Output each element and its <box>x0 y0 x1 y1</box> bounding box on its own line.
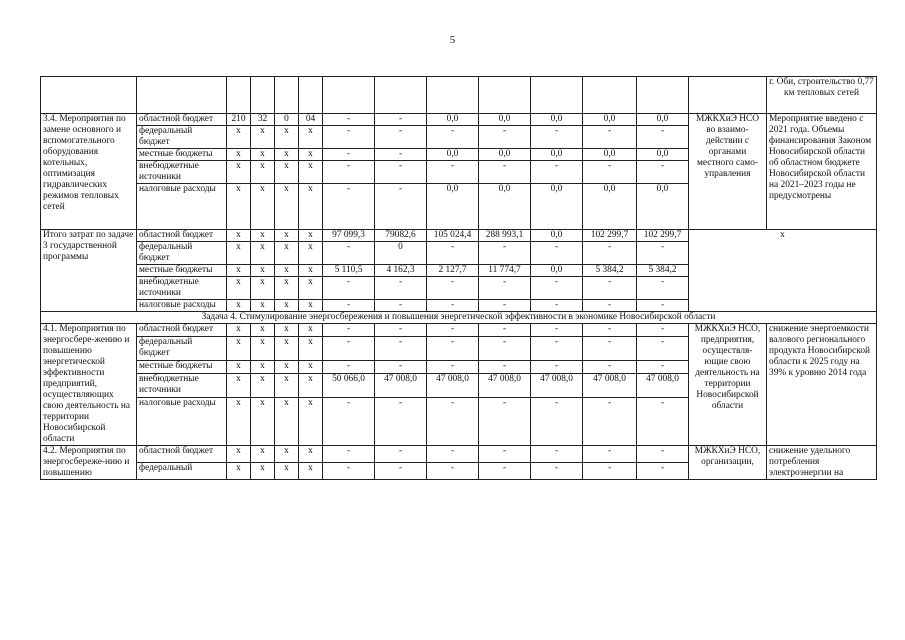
value-cell: 47 008,0 <box>427 373 479 397</box>
value-cell: 0,0 <box>479 149 531 161</box>
funding-source: внебюджетные источники <box>137 161 227 184</box>
value-cell: - <box>531 242 583 265</box>
code-cell: 04 <box>299 114 323 126</box>
budget-table <box>40 76 877 480</box>
value-cell: - <box>531 300 583 312</box>
value-cell: - <box>583 126 637 149</box>
value-cell: 102 299,7 <box>583 230 637 242</box>
value-cell: 47 008,0 <box>637 373 689 397</box>
value-cell: 0,0 <box>427 114 479 126</box>
value-cell: - <box>323 161 375 184</box>
table-row <box>41 324 877 337</box>
value-cell: - <box>323 300 375 312</box>
executor: МЖКХиЭ НСО во взаимо-действии с органами местного само-управления <box>689 114 767 230</box>
code-cell: x <box>251 398 275 446</box>
code-cell: x <box>275 242 299 265</box>
code-cell: 0 <box>275 114 299 126</box>
value-cell: - <box>427 161 479 184</box>
code-cell: x <box>227 446 251 463</box>
value-cell: - <box>479 126 531 149</box>
value-cell: - <box>375 184 427 230</box>
code-cell: x <box>227 300 251 312</box>
code-cell: x <box>299 398 323 446</box>
value-cell: - <box>479 446 531 463</box>
value-cell: 4 162,3 <box>375 265 427 277</box>
value-cell: - <box>323 242 375 265</box>
code-cell: x <box>251 277 275 300</box>
code-cell: x <box>275 265 299 277</box>
code-cell: x <box>251 149 275 161</box>
table-row <box>41 230 877 242</box>
event-name: 3.4. Мероприятия по замене основного и вспомогательного оборудования котельных, оптимизация гидравлических режимов тепловых сетей <box>41 114 137 230</box>
code-cell: x <box>227 265 251 277</box>
value-cell: 50 066,0 <box>323 373 375 397</box>
value-cell: - <box>375 463 427 480</box>
value-cell: 0 <box>375 242 427 265</box>
table-row <box>41 446 877 463</box>
code-cell: x <box>227 277 251 300</box>
code-cell: x <box>299 446 323 463</box>
value-cell: - <box>583 161 637 184</box>
value-cell: - <box>375 277 427 300</box>
value-cell: 0,0 <box>531 114 583 126</box>
code-cell: x <box>227 230 251 242</box>
value-cell: - <box>637 360 689 373</box>
page-number: 5 <box>449 34 456 46</box>
funding-source: федеральный бюджет <box>137 242 227 265</box>
value-cell: - <box>479 242 531 265</box>
code-cell: x <box>299 336 323 360</box>
funding-source: налоговые расходы <box>137 300 227 312</box>
value-cell: - <box>637 463 689 480</box>
value-cell: - <box>427 242 479 265</box>
value-cell: - <box>531 398 583 446</box>
code-cell: x <box>299 149 323 161</box>
value-cell: - <box>427 324 479 337</box>
code-cell: x <box>275 230 299 242</box>
value-cell: 0,0 <box>479 184 531 230</box>
funding-source: налоговые расходы <box>137 398 227 446</box>
value-cell: - <box>375 336 427 360</box>
value-cell: 0,0 <box>531 265 583 277</box>
value-cell: - <box>479 300 531 312</box>
value-cell: 0,0 <box>531 184 583 230</box>
code-cell: x <box>251 161 275 184</box>
value-cell: - <box>375 149 427 161</box>
value-cell: - <box>637 300 689 312</box>
value-cell: 0,0 <box>637 184 689 230</box>
value-cell: - <box>427 300 479 312</box>
code-cell: x <box>275 149 299 161</box>
code-cell: x <box>251 373 275 397</box>
code-cell: x <box>299 277 323 300</box>
value-cell: - <box>479 463 531 480</box>
value-cell: - <box>583 242 637 265</box>
value-cell: - <box>637 324 689 337</box>
code-cell: x <box>251 230 275 242</box>
value-cell: - <box>323 446 375 463</box>
value-cell: - <box>583 360 637 373</box>
value-cell: - <box>583 300 637 312</box>
value-cell: - <box>531 336 583 360</box>
value-cell: - <box>479 360 531 373</box>
value-cell: - <box>375 300 427 312</box>
value-cell: - <box>479 277 531 300</box>
value-cell: 102 299,7 <box>637 230 689 242</box>
value-cell: - <box>323 398 375 446</box>
code-cell: x <box>251 265 275 277</box>
code-cell: x <box>299 373 323 397</box>
value-cell: - <box>427 126 479 149</box>
code-cell: x <box>227 184 251 230</box>
code-cell: x <box>275 161 299 184</box>
value-cell: - <box>531 277 583 300</box>
value-cell: - <box>531 446 583 463</box>
value-cell: - <box>427 277 479 300</box>
value-cell: - <box>479 161 531 184</box>
funding-source: внебюджетные источники <box>137 373 227 397</box>
funding-source: федеральный <box>137 463 227 480</box>
code-cell: x <box>251 446 275 463</box>
funding-source: федеральный бюджет <box>137 126 227 149</box>
value-cell: - <box>531 126 583 149</box>
code-cell: x <box>299 463 323 480</box>
value-cell: - <box>323 277 375 300</box>
code-cell: x <box>275 324 299 337</box>
code-cell: x <box>251 242 275 265</box>
value-cell: - <box>427 336 479 360</box>
value-cell: - <box>637 446 689 463</box>
value-cell: 0,0 <box>637 114 689 126</box>
task4-title: Задача 4. Стимулирование энергосбережения и повышения энергетической эффективности в экономике Новосибирской области <box>41 312 877 324</box>
code-cell: x <box>275 360 299 373</box>
code-cell: x <box>299 184 323 230</box>
code-cell: x <box>275 463 299 480</box>
code-cell: x <box>275 373 299 397</box>
value-cell: - <box>583 324 637 337</box>
continuation-note: г. Оби, строительство 0,77 км тепловых сетей <box>767 77 877 114</box>
value-cell: 5 384,2 <box>583 265 637 277</box>
event-name: 4.2. Мероприятия по энергосбереже-нию и повышению <box>41 446 137 480</box>
code-cell: x <box>251 360 275 373</box>
value-cell: 47 008,0 <box>479 373 531 397</box>
value-cell: 47 008,0 <box>531 373 583 397</box>
value-cell: 47 008,0 <box>375 373 427 397</box>
value-cell: - <box>479 324 531 337</box>
code-cell: x <box>227 149 251 161</box>
code-cell: x <box>275 300 299 312</box>
value-cell: 288 993,1 <box>479 230 531 242</box>
value-cell: - <box>637 161 689 184</box>
value-cell: - <box>637 126 689 149</box>
code-cell: x <box>251 336 275 360</box>
code-cell: x <box>227 373 251 397</box>
value-cell: - <box>323 324 375 337</box>
value-cell: - <box>375 360 427 373</box>
funding-source: областной бюджет <box>137 114 227 126</box>
value-cell: - <box>375 161 427 184</box>
funding-source: местные бюджеты <box>137 265 227 277</box>
continuation-row <box>41 77 877 114</box>
executor-note: x <box>689 230 877 312</box>
code-cell: x <box>251 126 275 149</box>
executor: МЖКХиЭ НСО, предприятия, осуществля-ющие свою деятельность на территории Новосибирской области <box>689 324 767 446</box>
value-cell: - <box>375 324 427 337</box>
note: снижение удельного потребления электроэнергии на <box>767 446 877 480</box>
code-cell: x <box>275 277 299 300</box>
value-cell: 79082,6 <box>375 230 427 242</box>
value-cell: 0,0 <box>479 114 531 126</box>
value-cell: - <box>427 446 479 463</box>
value-cell: - <box>531 360 583 373</box>
value-cell: 0,0 <box>583 184 637 230</box>
value-cell: - <box>323 463 375 480</box>
code-cell: x <box>299 161 323 184</box>
code-cell: x <box>275 126 299 149</box>
value-cell: 0,0 <box>427 184 479 230</box>
value-cell: - <box>637 242 689 265</box>
value-cell: 0,0 <box>583 114 637 126</box>
note: снижение энергоемкости валового регионального продукта Новосибирской области к 2025 году на 39% к уровню 2014 года <box>767 324 877 446</box>
code-cell: x <box>299 242 323 265</box>
value-cell: 11 774,7 <box>479 265 531 277</box>
value-cell: - <box>323 149 375 161</box>
value-cell: - <box>427 463 479 480</box>
funding-source: областной бюджет <box>137 446 227 463</box>
value-cell: - <box>583 398 637 446</box>
value-cell: - <box>531 161 583 184</box>
code-cell: x <box>299 265 323 277</box>
code-cell: x <box>275 398 299 446</box>
value-cell: - <box>479 398 531 446</box>
executor: МЖКХиЭ НСО, организации, <box>689 446 767 480</box>
value-cell: - <box>637 277 689 300</box>
value-cell: - <box>375 446 427 463</box>
value-cell: 97 099,3 <box>323 230 375 242</box>
code-cell: x <box>227 336 251 360</box>
value-cell: - <box>375 126 427 149</box>
code-cell: x <box>251 184 275 230</box>
funding-source: федеральный бюджет <box>137 336 227 360</box>
value-cell: - <box>427 398 479 446</box>
code-cell: x <box>275 336 299 360</box>
code-cell: 210 <box>227 114 251 126</box>
value-cell: - <box>375 114 427 126</box>
code-cell: 32 <box>251 114 275 126</box>
table-row <box>41 114 877 126</box>
funding-source: налоговые расходы <box>137 184 227 230</box>
value-cell: - <box>583 463 637 480</box>
value-cell: 105 024,4 <box>427 230 479 242</box>
funding-source: областной бюджет <box>137 230 227 242</box>
code-cell: x <box>299 126 323 149</box>
code-cell: x <box>227 161 251 184</box>
value-cell: 5 110,5 <box>323 265 375 277</box>
code-cell: x <box>299 360 323 373</box>
value-cell: - <box>323 336 375 360</box>
code-cell: x <box>299 230 323 242</box>
funding-source: местные бюджеты <box>137 360 227 373</box>
code-cell: x <box>227 398 251 446</box>
value-cell: 0,0 <box>583 149 637 161</box>
value-cell: 0,0 <box>531 230 583 242</box>
funding-source: внебюджетные источники <box>137 277 227 300</box>
value-cell: - <box>323 126 375 149</box>
value-cell: - <box>375 398 427 446</box>
code-cell: x <box>251 463 275 480</box>
value-cell: 0,0 <box>637 149 689 161</box>
code-cell: x <box>227 324 251 337</box>
code-cell: x <box>227 360 251 373</box>
event-name: 4.1. Мероприятия по энергосбере-жению и повышению энергетической эффективности предприятий, осуществляющих свою деятельность на территории Новосибирской области <box>41 324 137 446</box>
value-cell: - <box>583 336 637 360</box>
code-cell: x <box>227 242 251 265</box>
code-cell: x <box>275 446 299 463</box>
value-cell: - <box>531 324 583 337</box>
note: Мероприятие введено с 2021 года. Объемы финансирования Законом Новосибирской области об областном бюджете Новосибирской области на 2021–2023 годы не предусмотрены <box>767 114 877 230</box>
value-cell: 2 127,7 <box>427 265 479 277</box>
code-cell: x <box>299 300 323 312</box>
funding-source: областной бюджет <box>137 324 227 337</box>
value-cell: - <box>323 360 375 373</box>
value-cell: - <box>323 114 375 126</box>
value-cell: 47 008,0 <box>583 373 637 397</box>
event-name: Итого затрат по задаче 3 государственной программы <box>41 230 137 312</box>
value-cell: - <box>583 277 637 300</box>
code-cell: x <box>227 126 251 149</box>
value-cell: - <box>637 398 689 446</box>
code-cell: x <box>251 324 275 337</box>
value-cell: - <box>531 463 583 480</box>
value-cell: 0,0 <box>427 149 479 161</box>
value-cell: - <box>637 336 689 360</box>
code-cell: x <box>275 184 299 230</box>
value-cell: - <box>323 184 375 230</box>
value-cell: - <box>427 360 479 373</box>
code-cell: x <box>251 300 275 312</box>
value-cell: 5 384,2 <box>637 265 689 277</box>
value-cell: 0,0 <box>531 149 583 161</box>
code-cell: x <box>227 463 251 480</box>
value-cell: - <box>479 336 531 360</box>
code-cell: x <box>299 324 323 337</box>
value-cell: - <box>583 446 637 463</box>
task-row <box>41 312 877 324</box>
funding-source: местные бюджеты <box>137 149 227 161</box>
